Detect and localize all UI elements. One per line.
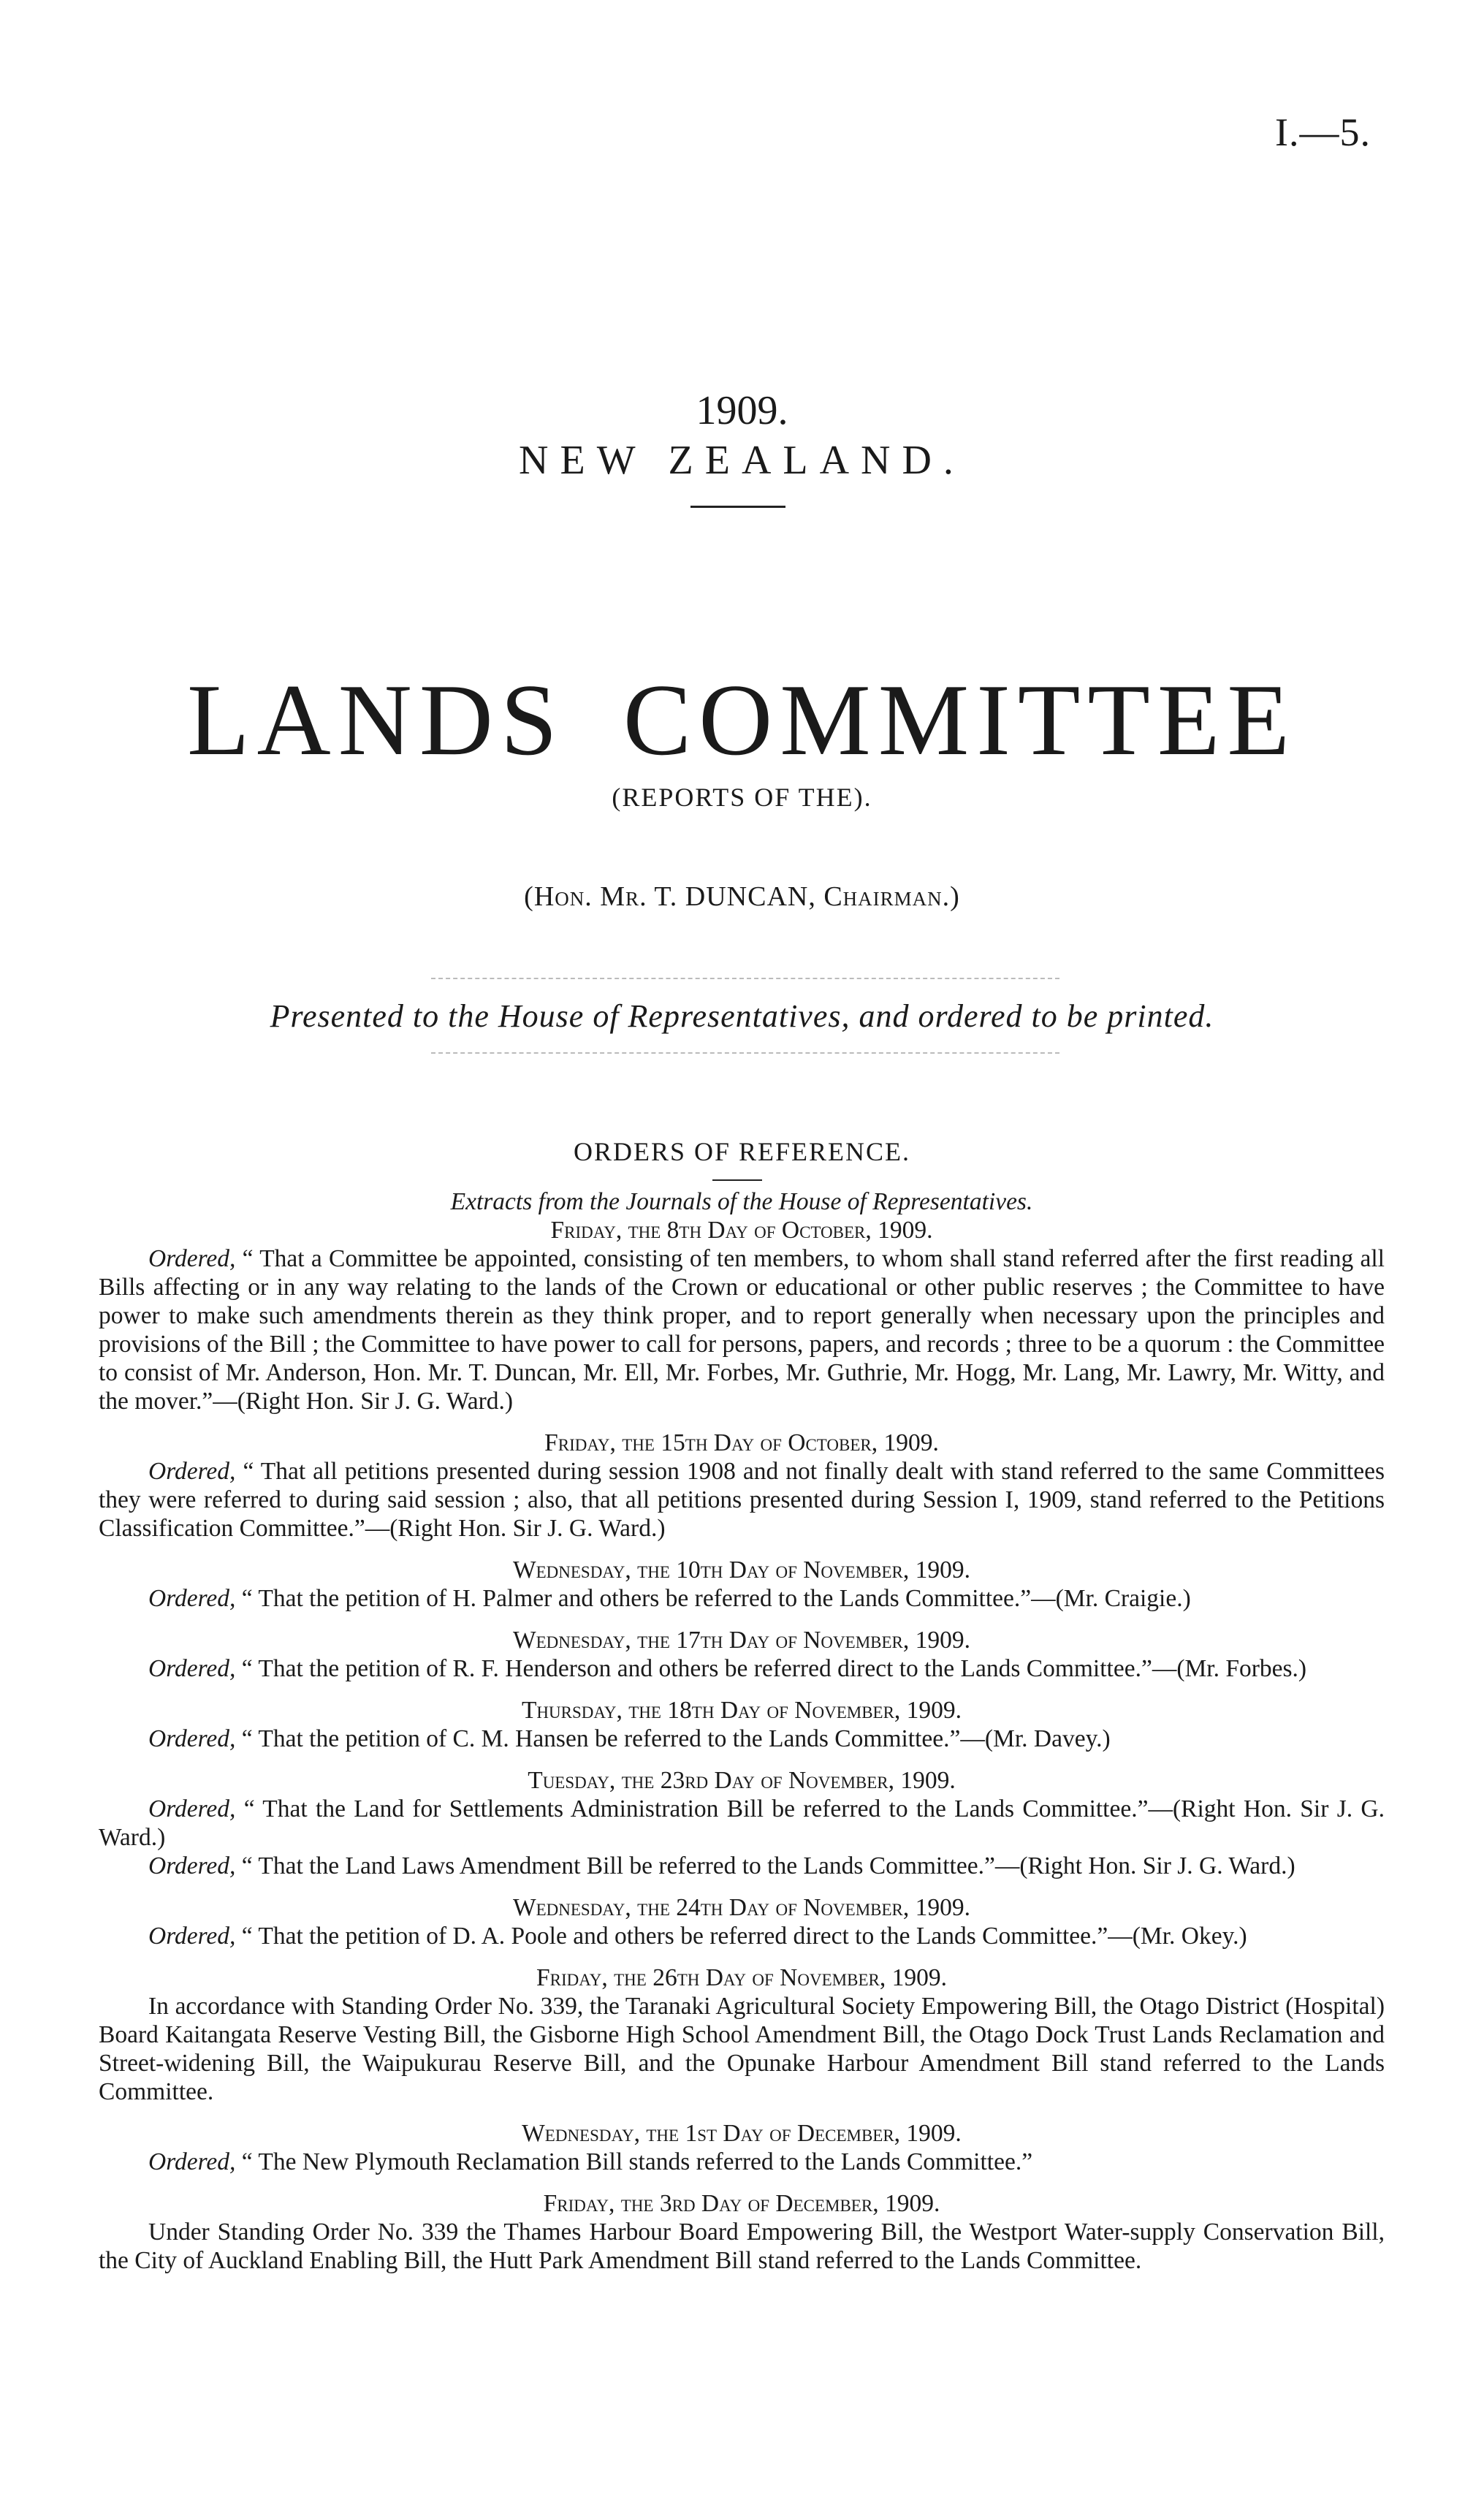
entry-text: “ That the petition of H. Palmer and others be referred to the Lands Committee.”—(Mr. Craigie.)	[235, 1585, 1191, 1612]
entry-date: Tuesday, the 23rd Day of November, 1909.	[528, 1767, 956, 1794]
entry-text: “ That all petitions presented during session 1908 and not finally dealt with stand referred to the same Committees they were referred to during said session ; also, that all petitions presented during Session I, 1909, stand referred to the Petitions Classification Committee.”—(Right Hon. Sir J. G. Ward.)	[99, 1458, 1385, 1542]
entry-paragraph	[99, 1992, 1385, 2106]
ordered-label: Ordered,	[148, 1725, 236, 1752]
entry-paragraph	[99, 1244, 1385, 1415]
divider-dashed-top	[431, 978, 1059, 980]
entry-paragraph	[99, 1922, 1385, 1950]
divider-rule	[690, 506, 785, 508]
title-word-1: LANDS	[187, 664, 565, 777]
entry-paragraph	[99, 1457, 1385, 1543]
ordered-label: Ordered,	[148, 1655, 236, 1682]
ordered-label: Ordered,	[148, 1245, 236, 1272]
entry-paragraph	[99, 1584, 1385, 1613]
ordered-label: Ordered,	[148, 2148, 236, 2175]
entry-text: In accordance with Standing Order No. 339, the Taranaki Agricultural Society Empowering Bill, the Otago District (Hospital) Board Kaitangata Reserve Vesting Bill, the Gisborne High School Amendment Bill, the Otago Dock Trust Lands Reclamation and Street-widening Bill, the Waipukurau Reserve Bill, and the Opunake Harbour Amendment Bill stand referred to the Lands Committee.	[99, 1993, 1385, 2105]
page-reference: I.—5.	[1275, 110, 1371, 154]
chairman-line: (Hon. Mr. T. DUNCAN, Chairman.)	[524, 881, 960, 912]
entry-paragraph	[99, 1654, 1385, 1683]
entry-date: Thursday, the 18th Day of November, 1909.	[521, 1697, 962, 1724]
document-subtitle: (REPORTS OF THE).	[612, 783, 872, 812]
entry-paragraph	[99, 1795, 1385, 1852]
entry-text: “ That the petition of R. F. Henderson and others be referred direct to the Lands Committee.”—(Mr. Forbes.)	[235, 1655, 1307, 1682]
entry-date: Wednesday, the 17th Day of November, 1909.	[512, 1627, 971, 1654]
entry-paragraph	[99, 2218, 1385, 2275]
orders-of-reference-heading: ORDERS OF REFERENCE.	[573, 1137, 911, 1166]
ordered-label: Ordered,	[148, 1795, 236, 1822]
entry-paragraph	[99, 2148, 1385, 2176]
ordered-label: Ordered,	[148, 1458, 236, 1485]
entry-text: “ The New Plymouth Reclamation Bill stands referred to the Lands Committee.”	[235, 2148, 1033, 2175]
entry-text: “ That the petition of D. A. Poole and others be referred direct to the Lands Committee.”—(Mr. Okey.)	[235, 1923, 1247, 1950]
ordered-label: Ordered,	[148, 1852, 236, 1879]
entry-date: Friday, the 26th Day of November, 1909.	[536, 1964, 947, 1991]
entry-date: Friday, the 8th Day of October, 1909.	[550, 1217, 933, 1244]
entry-date: Friday, the 3rd Day of December, 1909.	[543, 2190, 940, 2217]
ordered-label: Ordered,	[148, 1585, 236, 1612]
extracts-line: Extracts from the Journals of the House of Representatives.	[450, 1188, 1033, 1215]
entry-text: Under Standing Order No. 339 the Thames Harbour Board Empowering Bill, the Westport Water-supply Conservation Bill, the City of Auckland Enabling Bill, the Hutt Park Amendment Bill stand referred to the Lands Committee.	[99, 2219, 1385, 2274]
entry-date: Friday, the 15th Day of October, 1909.	[544, 1429, 939, 1456]
entry-paragraph	[99, 1852, 1385, 1880]
entry-text: “ That the Land for Settlements Administration Bill be referred to the Lands Committee.”—(Right Hon. Sir J. G. Ward.)	[99, 1795, 1385, 1851]
title-word-2: COMMITTEE	[623, 664, 1297, 777]
country-heading: NEW ZEALAND.	[519, 438, 965, 483]
entry-text: “ That the petition of C. M. Hansen be referred to the Lands Committee.”—(Mr. Davey.)	[235, 1725, 1111, 1752]
entry-text: “ That a Committee be appointed, consisting of ten members, to whom shall stand referred after the first reading all Bills affecting or in any way relating to the lands of the Crown or educational or other public reserves ; the Committee to have power to make such amendments therein as they think proper, and to report generally when necessary upon the principles and provisions of the Bill ; the Committee to have power to call for persons, papers, and records ; three to be a quorum : the Committee to consist of Mr. Anderson, Hon. Mr. T. Duncan, Mr. Ell, Mr. Forbes, Mr. Guthrie, Mr. Hogg, Mr. Lang, Mr. Lawry, Mr. Witty, and the mover.”—(Right Hon. Sir J. G. Ward.)	[99, 1245, 1385, 1415]
entry-date: Wednesday, the 1st Day of December, 1909.	[522, 2120, 962, 2147]
presented-line: Presented to the House of Representatives, and ordered to be printed.	[270, 998, 1214, 1034]
entry-paragraph	[99, 1725, 1385, 1753]
document-title	[0, 661, 1484, 779]
year: 1909.	[696, 388, 788, 433]
entry-date: Wednesday, the 24th Day of November, 1909.	[512, 1894, 971, 1921]
orders-section	[99, 1187, 1385, 2275]
entry-text: “ That the Land Laws Amendment Bill be referred to the Lands Committee.”—(Right Hon. Sir J. G. Ward.)	[235, 1852, 1295, 1879]
ordered-label: Ordered,	[148, 1923, 236, 1950]
divider-rule-short	[712, 1179, 762, 1181]
divider-dashed-bottom	[431, 1052, 1059, 1054]
entry-date: Wednesday, the 10th Day of November, 1909.	[512, 1556, 971, 1584]
entries-list	[99, 1216, 1385, 2275]
